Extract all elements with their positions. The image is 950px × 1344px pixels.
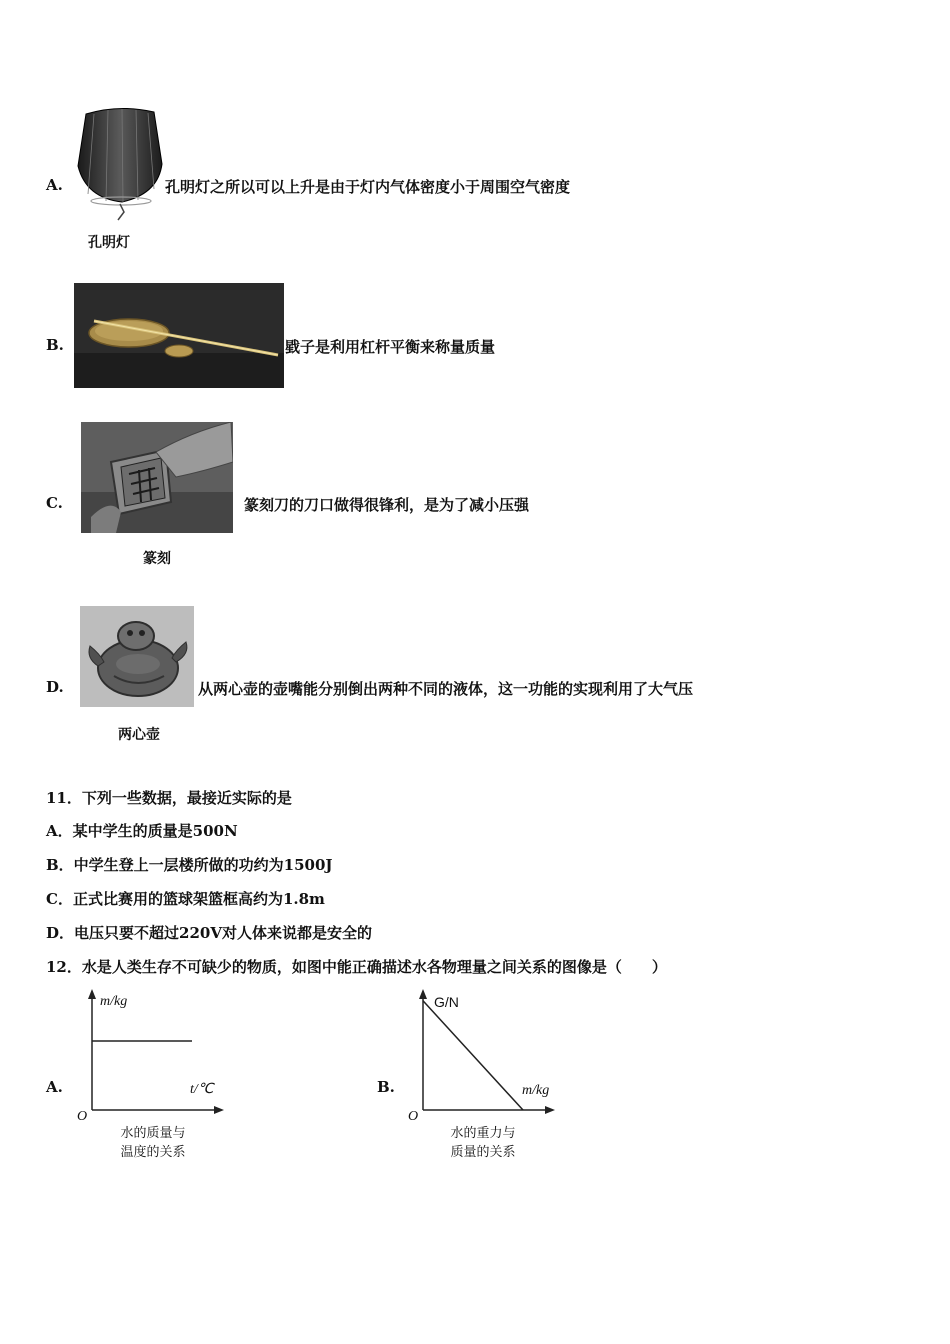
q11-option-c: C．正式比赛用的篮球架篮框高约为1.8m — [46, 890, 325, 908]
graph-b-caption — [438, 1124, 528, 1162]
q12-stem: 12．水是人类生存不可缺少的物质，如图中能正确描述水各物理量之间关系的图像是（ ） — [46, 958, 667, 976]
option-b-letter: B. — [46, 336, 64, 354]
graph-a-y-arrow — [88, 989, 96, 999]
graph-b-x-label: m/kg — [522, 1083, 550, 1098]
q12-option-b-letter: B. — [377, 1078, 395, 1096]
graph-a-caption — [108, 1124, 198, 1162]
graph-a-x-arrow — [214, 1106, 224, 1114]
graph-b-caption-line2: 质量的关系 — [450, 1145, 516, 1160]
option-a-letter: A. — [46, 176, 63, 194]
graph-a-x-label: t/℃ — [190, 1082, 214, 1097]
two-heart-pot-image — [80, 606, 194, 707]
q11-option-d: D．电压只要不超过220V对人体来说都是安全的 — [46, 924, 372, 942]
option-d-letter: D. — [46, 678, 64, 696]
seal-carving-image — [81, 422, 233, 533]
steelyard-image — [74, 283, 284, 388]
option-c-text: 篆刻刀的刀口做得很锋利，是为了减小压强 — [244, 496, 530, 514]
graph-b-y-label: G/N — [434, 994, 459, 1010]
graph-b-origin: O — [408, 1109, 419, 1124]
sky-lantern-caption: 孔明灯 — [88, 235, 130, 251]
graph-a-caption-line2: 温度的关系 — [120, 1145, 186, 1160]
option-c-letter: C. — [46, 494, 63, 512]
option-d-text: 从两心壶的壶嘴能分别倒出两种不同的液体，这一功能的实现利用了大气压 — [198, 680, 694, 698]
option-a-text: 孔明灯之所以可以上升是由于灯内气体密度小于周围空气密度 — [165, 178, 571, 196]
graph-a-caption-line1: 水的质量与 — [120, 1126, 186, 1141]
graph-b — [403, 985, 563, 1120]
q12-option-a-letter: A. — [46, 1078, 63, 1096]
q11-stem: 11．下列一些数据，最接近实际的是 — [46, 789, 292, 807]
q11-option-a: A．某中学生的质量是500N — [46, 822, 238, 840]
two-heart-pot-caption: 两心壶 — [118, 727, 160, 743]
graph-b-x-arrow — [545, 1106, 555, 1114]
graph-b-line — [423, 1001, 523, 1110]
seal-carving-caption: 篆刻 — [143, 551, 171, 567]
graph-b-caption-line1: 水的重力与 — [450, 1126, 516, 1141]
graph-b-y-arrow — [419, 989, 427, 999]
option-b-text: 戥子是利用杠杆平衡来称量质量 — [285, 338, 496, 356]
graph-a-origin: O — [77, 1109, 88, 1124]
graph-a-y-label: m/kg — [100, 994, 128, 1009]
graph-a — [72, 985, 232, 1120]
sky-lantern-image — [74, 104, 164, 222]
q11-option-b: B．中学生登上一层楼所做的功约为1500J — [46, 856, 333, 874]
